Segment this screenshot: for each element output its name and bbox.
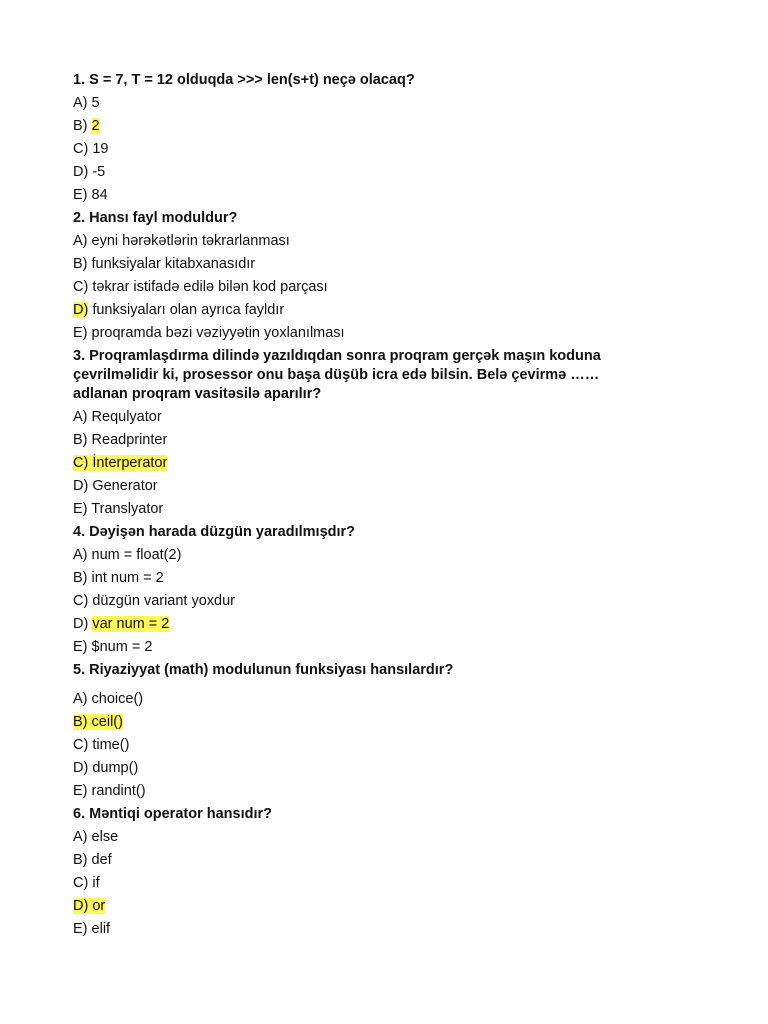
option-c	[73, 452, 693, 475]
option-d: D) -5	[73, 164, 106, 180]
question-title: 1. S = 7, T = 12 olduqda >>> len(s+t) neçə olacaq?	[73, 72, 415, 88]
option-a: A) num = float(2)	[73, 547, 182, 563]
option-a: A) Requlyator	[73, 409, 162, 425]
option-c: C) təkrar istifadə edilə bilən kod parçası	[73, 279, 328, 295]
option-e: E) Translyator	[73, 501, 164, 517]
question-title: 3. Proqramlaşdırma dilində yazıldıqdan sonra proqram gerçək maşın koduna çevrilməlidir ki, prosessor onu başa düşüb icra edə bilsin. Belə çevirmə …… adlanan proqram vasitəsilə aparılır?	[73, 348, 601, 402]
option-d: D) Generator	[73, 478, 158, 494]
option-c: C) if	[73, 875, 100, 891]
option-a: A) else	[73, 829, 119, 845]
question-3	[73, 345, 693, 521]
question-6	[73, 803, 693, 941]
option-d	[73, 895, 693, 918]
option-a: A) eyni hərəkətlərin təkrarlanması	[73, 233, 290, 249]
option-b	[73, 711, 693, 734]
option-b: B) funksiyalar kitabxanasıdır	[73, 256, 256, 272]
question-4	[73, 521, 693, 659]
option-b: B) int num = 2	[73, 570, 164, 586]
quiz-page	[73, 69, 693, 941]
question-title: 5. Riyaziyyat (math) modulunun funksiyası hansılardır?	[73, 662, 454, 678]
question-1	[73, 69, 693, 207]
option-b: B) 2	[73, 118, 100, 134]
option-e: E) proqramda bəzi vəziyyətin yoxlanılması	[73, 325, 345, 341]
option-c: C) time()	[73, 737, 130, 753]
option-c: C) 19	[73, 141, 109, 157]
question-title: 6. Məntiqi operator hansıdır?	[73, 806, 272, 822]
highlighted-answer: var num = 2	[92, 616, 170, 632]
question-5	[73, 659, 693, 803]
option-e: E) $num = 2	[73, 639, 153, 655]
option-b: B) def	[73, 852, 112, 868]
question-title: 2. Hansı fayl moduldur?	[73, 210, 238, 226]
option-d: D) var num = 2	[73, 616, 170, 632]
option-a: A) choice()	[73, 691, 144, 707]
question-title: 4. Dəyişən harada düzgün yaradılmışdır?	[73, 524, 356, 540]
highlighted-label: D)	[73, 302, 89, 318]
option-c: C) düzgün variant yoxdur	[73, 593, 236, 609]
option-e: E) 84	[73, 187, 108, 203]
question-2	[73, 207, 693, 345]
highlighted-answer: C) İnterperator	[73, 455, 168, 471]
option-a: A) 5	[73, 95, 100, 111]
highlighted-answer: 2	[91, 118, 100, 134]
highlighted-answer: B) ceil()	[73, 714, 123, 730]
option-d: D) funksiyaları olan ayrıca fayldır	[73, 302, 285, 318]
highlighted-answer: D) or	[73, 898, 106, 914]
option-e: E) randint()	[73, 783, 146, 799]
option-b: B) Readprinter	[73, 432, 168, 448]
option-e: E) elif	[73, 921, 111, 937]
option-d: D) dump()	[73, 760, 139, 776]
